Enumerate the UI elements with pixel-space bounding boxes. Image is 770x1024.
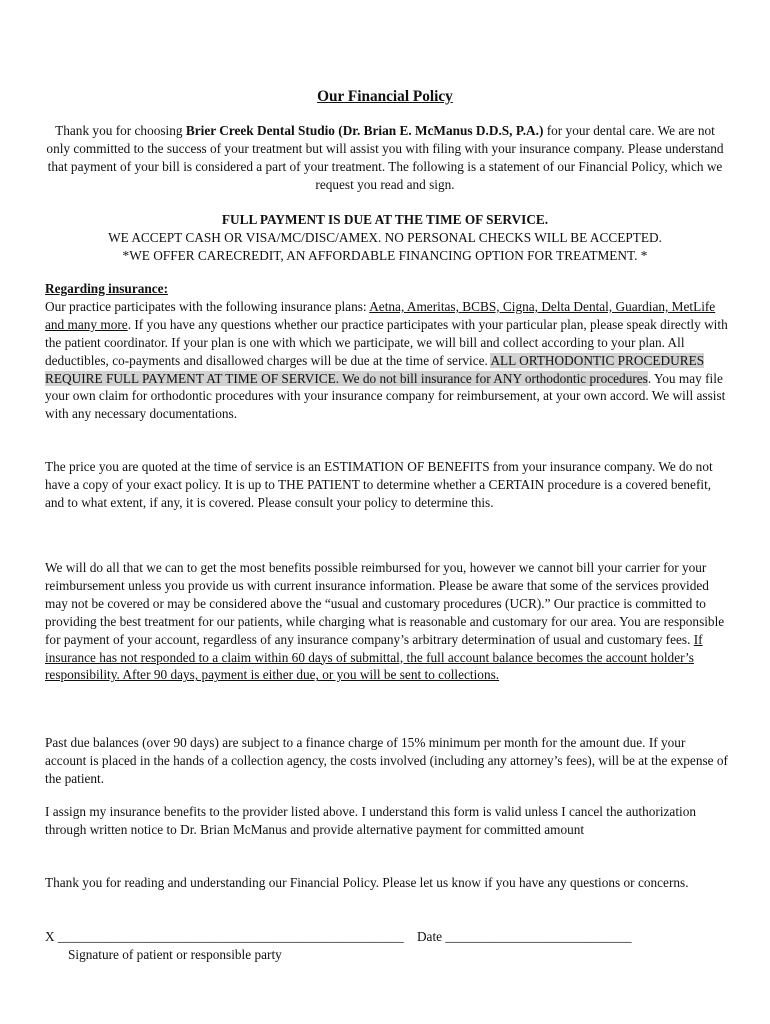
intro-paragraph xyxy=(45,122,725,194)
benefits-paragraph xyxy=(45,559,729,684)
insurance-paragraph xyxy=(45,298,729,423)
accepted-payments-line: WE ACCEPT CASH OR VISA/MC/DISC/AMEX. NO PERSONAL CHECKS WILL BE ACCEPTED. xyxy=(108,229,662,245)
insurance-section xyxy=(45,280,729,423)
practice-name: Brier Creek Dental Studio (Dr. Brian E. McManus D.D.S, P.A.) xyxy=(185,123,544,138)
payment-due-heading: FULL PAYMENT IS DUE AT THE TIME OF SERVICE. xyxy=(221,212,549,227)
insurance-plans-list: Aetna, Ameritas, BCBS, Cigna, Delta Dental, Guardian, MetLife and many more xyxy=(45,298,716,332)
intro-text-start: Thank you for choosing xyxy=(55,123,186,138)
estimate-paragraph: The price you are quoted at the time of service is an ESTIMATION OF BENEFITS from your insurance company. We do not have a copy of your exact policy. It is up to THE PATIENT to determine whether a CERTAIN procedure is a covered benefit, and to what extent, if any, it is covered. Please consult your policy to determine this. xyxy=(45,459,713,510)
insurance-text-middle: . If you have any questions whether our practice participates with your particular plan, please speak directly with the patient coordinator. If your plan is one with which we participate, we will bill and collect according to your plan. All deductibles, co-payments and disallowed charges will be due at the time of service. xyxy=(45,316,728,368)
assignment-paragraph: I assign my insurance benefits to the provider listed above. I understand this form is valid unless I cancel the authorization through written notice to Dr. Brian McManus and provide alternative payment for committed amount xyxy=(45,804,697,837)
insurance-heading: Regarding insurance: xyxy=(45,281,168,296)
claim-response-notice: If insurance has not responded to a claim within 60 days of submittal, the full account balance becomes the account holder’s responsibility. After 90 days, payment is either due, or you will be sent to collections. xyxy=(45,631,703,683)
thanks-paragraph: Thank you for reading and understanding our Financial Policy. Please let us know if you have any questions or concerns. xyxy=(45,875,689,890)
insurance-text-start: Our practice participates with the following insurance plans: xyxy=(45,298,370,314)
intro-text-end: for your dental care. We are not only committed to the success of your treatment but will assist you with filing with your insurance company. Please understand that payment of your bill is considered a part of your treatment. The following is a statement of our Financial Policy, which we request you read and sign. xyxy=(46,123,724,192)
financing-line: *WE OFFER CARECREDIT, AN AFFORDABLE FINANCING OPTION FOR TREATMENT. * xyxy=(122,247,648,263)
insurance-text-end: . You may file your own claim for orthodontic procedures with your insurance company for reimbursement, at your own accord. We will assist with any necessary documentations. xyxy=(45,370,726,422)
signature-date-line[interactable]: X ____________________________________________________ Date ____________________________ xyxy=(45,929,632,944)
page-title: Our Financial Policy xyxy=(317,88,453,105)
signature-section xyxy=(45,928,729,964)
payment-terms xyxy=(45,211,725,265)
orthodontic-notice-highlight: ALL ORTHODONTIC PROCEDURES REQUIRE FULL PAYMENT AT TIME OF SERVICE. We do not bill insurance for ANY orthodontic procedures xyxy=(45,352,705,386)
signature-caption: Signature of patient or responsible party xyxy=(68,946,282,962)
benefits-text: We will do all that we can to get the most benefits possible reimbursed for you, however we cannot bill your carrier for your reimbursement unless you provide us with current insurance information. Please be aware that some of the services provided may not be covered or may be considered above the “usual and customary procedures (UCR).” Our practice is committed to providing the best treatment for our patients, while charging what is reasonable and customary for our area. You are responsible for payment of your account, regardless of any insurance company’s arbitrary determination of usual and customary fees. xyxy=(45,560,725,647)
past-due-paragraph: Past due balances (over 90 days) are subject to a finance charge of 15% minimum per month for the amount due. If your account is placed in the hands of a collection agency, the costs involved (including any attorney’s fees), will be at the expense of the patient. xyxy=(45,735,728,786)
